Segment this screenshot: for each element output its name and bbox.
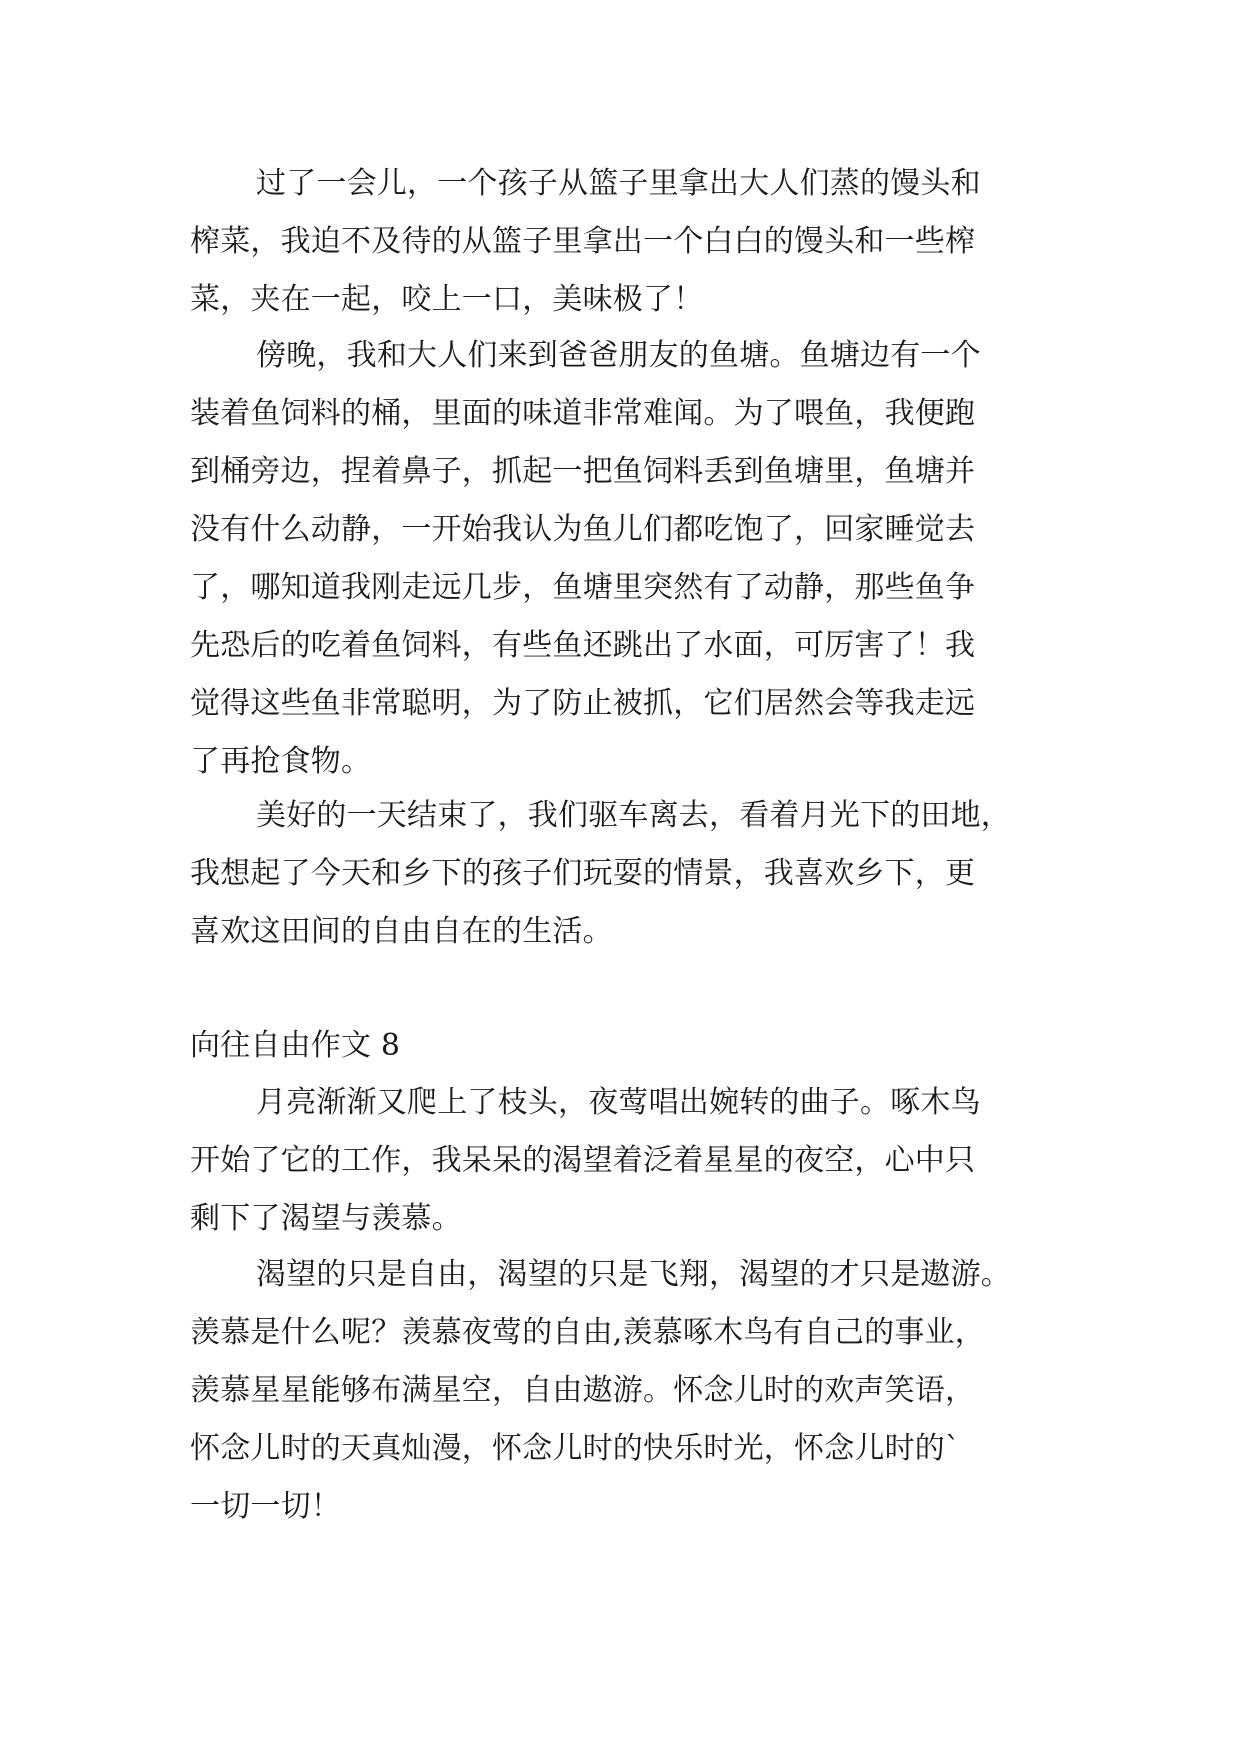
paragraph-2 (190, 327, 1090, 791)
paragraph-line: 榨菜，我迫不及待的从篮子里拿出一个白白的馒头和一些榨 (190, 224, 976, 259)
paragraph-line: 菜，夹在一起，咬上一口，美味极了！ (190, 282, 704, 317)
paragraph-line: 开始了它的工作，我呆呆的渴望着泛着星星的夜空，心中只 (190, 1143, 976, 1178)
paragraph-line: 月亮渐渐又爬上了枝头，夜莺唱出婉转的曲子。啄木鸟 (256, 1085, 981, 1120)
section-heading (190, 1017, 1090, 1075)
paragraph-line: 傍晚，我和大人们来到爸爸朋友的鱼塘。鱼塘边有一个 (256, 338, 981, 373)
paragraph-line: 没有什么动静，一开始我认为鱼儿们都吃饱了，回家睡觉去 (190, 512, 976, 547)
paragraph-3 (190, 787, 1090, 961)
paragraph-line: 先恐后的吃着鱼饲料，有些鱼还跳出了水面，可厉害了！我 (190, 628, 976, 663)
paragraph-line: 剩下了渴望与羡慕。 (190, 1201, 462, 1236)
paragraph-line: 羡慕是什么呢？羡慕夜莺的自由,羡慕啄木鸟有自己的事业， (190, 1315, 985, 1350)
paragraph-line: 喜欢这田间的自由自在的生活。 (190, 914, 613, 949)
paragraph-line: 过了一会儿，一个孩子从篮子里拿出大人们蒸的馒头和 (256, 166, 981, 201)
paragraph-line: 了，哪知道我刚走远几步，鱼塘里突然有了动静，那些鱼争 (190, 570, 976, 605)
paragraph-4 (190, 1074, 1090, 1248)
paragraph-line: 到桶旁边，捏着鼻子，抓起一把鱼饲料丢到鱼塘里，鱼塘并 (190, 454, 976, 489)
paragraph-line: 装着鱼饲料的桶，里面的味道非常难闻。为了喂鱼，我便跑 (190, 396, 976, 431)
paragraph-5 (190, 1246, 1090, 1536)
paragraph-line: 了再抢食物。 (190, 744, 372, 779)
heading-text: 向往自由作文 8 (190, 1028, 401, 1063)
paragraph-line: 美好的一天结束了，我们驱车离去，看着月光下的田地， (256, 798, 1011, 833)
paragraph-line: 觉得这些鱼非常聪明，为了防止被抓，它们居然会等我走远 (190, 686, 976, 721)
paragraph-line: 渴望的只是自由，渴望的只是飞翔，渴望的才只是遨游。 (256, 1257, 1011, 1292)
paragraph-line: 一切一切！ (190, 1489, 341, 1524)
paragraph-line: 我想起了今天和乡下的孩子们玩耍的情景，我喜欢乡下，更 (190, 856, 976, 891)
paragraph-line: 羡慕星星能够布满星空，自由遨游。怀念儿时的欢声笑语， (190, 1373, 976, 1408)
paragraph-line: 怀念儿时的天真灿漫，怀念儿时的快乐时光，怀念儿时的` (190, 1431, 961, 1466)
paragraph-1 (190, 155, 1090, 329)
